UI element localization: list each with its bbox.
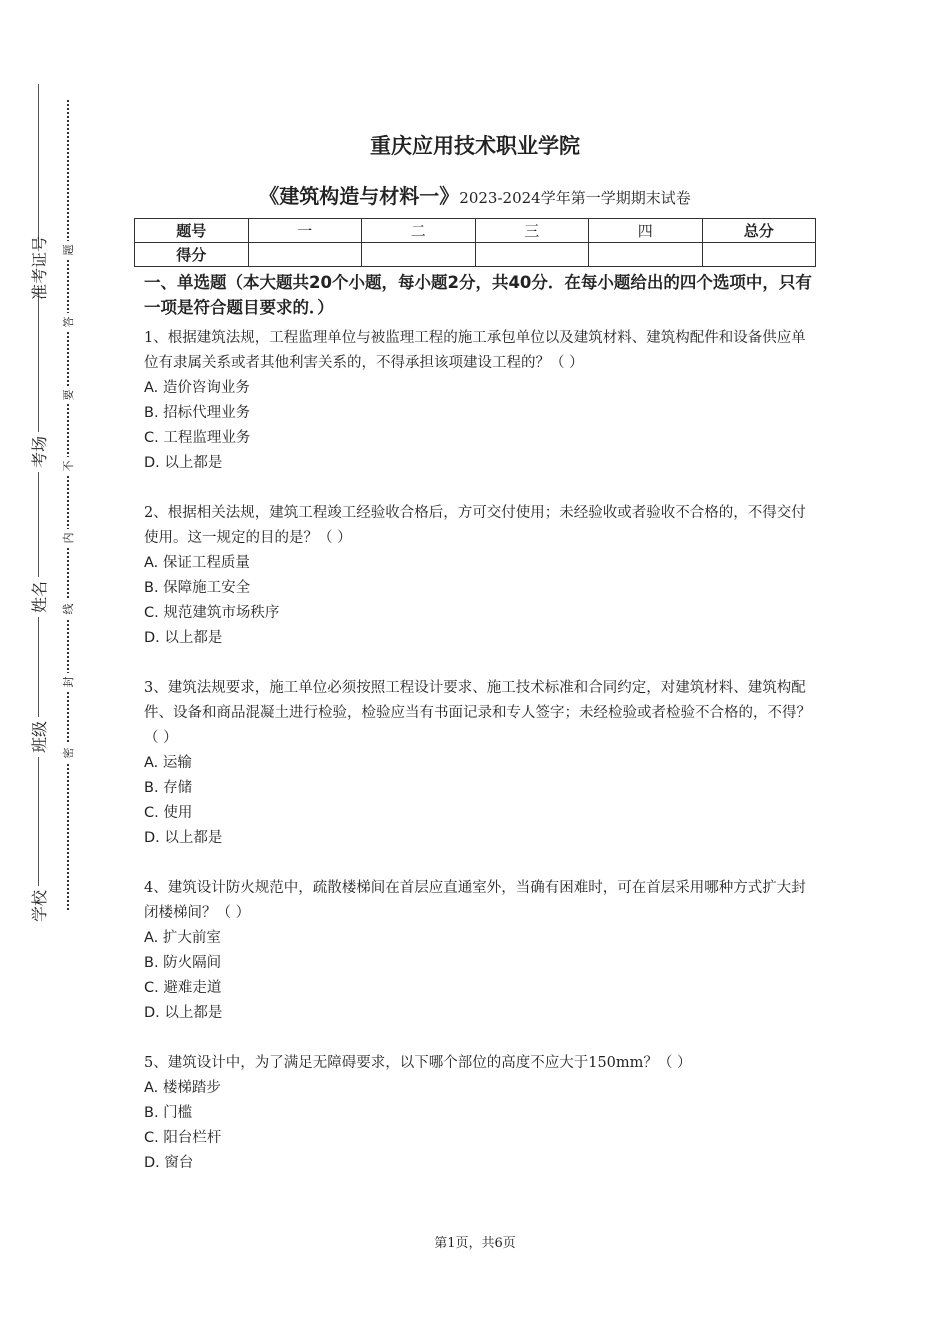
exam-term: 2023-2024学年第一学期期末试卷	[459, 189, 691, 207]
score-header-cell: 一	[248, 219, 362, 243]
score-header-cell: 二	[362, 219, 476, 243]
option-a: A. 运输	[144, 755, 192, 771]
exam-room-label: 考场	[18, 432, 58, 472]
score-cell	[589, 243, 703, 267]
question-stem: 1、根据建筑法规，工程监理单位与被监理工程的施工承包单位以及建筑材料、建筑构配件和设备供应单位有隶属关系或者其他利害关系的，不得承担该项建设工程的？（ ）	[144, 330, 806, 371]
seal-char: 封	[59, 673, 77, 691]
option-d: D. 窗台	[144, 1155, 194, 1171]
option-a: A. 造价咨询业务	[144, 380, 250, 396]
page-number: 第1页，共6页	[434, 1236, 516, 1251]
option-b: B. 防火隔间	[144, 955, 222, 971]
exam-content	[144, 270, 812, 1201]
question-stem: 2、根据相关法规，建筑工程竣工经验收合格后，方可交付使用；未经验收或者验收不合格的，不得交付使用。这一规定的目的是？（ ）	[144, 505, 806, 546]
score-header-cell: 四	[589, 219, 703, 243]
score-header-cell: 题号	[135, 219, 249, 243]
option-c: C. 规范建筑市场秩序	[144, 605, 280, 621]
option-b: B. 存储	[144, 780, 193, 796]
seal-char: 线	[59, 600, 77, 618]
course-name: 《建筑构造与材料一》	[259, 184, 460, 208]
option-c: C. 阳台栏杆	[144, 1130, 222, 1146]
school-title: 重庆应用技术职业学院	[370, 134, 580, 158]
score-header-cell: 三	[475, 219, 589, 243]
option-d: D. 以上都是	[144, 830, 223, 846]
seal-char: 题	[59, 241, 77, 259]
score-table-score-row	[135, 243, 816, 267]
seal-dotted-line	[67, 100, 69, 910]
score-table	[134, 218, 816, 267]
option-c: C. 避难走道	[144, 980, 222, 996]
option-a: A. 保证工程质量	[144, 555, 250, 571]
option-d: D. 以上都是	[144, 455, 223, 471]
option-d: D. 以上都是	[144, 1005, 223, 1021]
seal-char: 内	[59, 529, 77, 547]
question-stem: 4、建筑设计防火规范中，疏散楼梯间在首层应直通室外，当确有困难时，可在首层采用哪种方式扩大封闭楼梯间？（ ）	[144, 880, 806, 921]
question-stem: 3、建筑法规要求，施工单位必须按照工程设计要求、施工技术标准和合同约定，对建筑材料、建筑构配件、设备和商品混凝土进行检验，检验应当有书面记录和专人签字；未经检验或者检验不合格的，不得？（ ）	[144, 680, 811, 746]
score-table-header-row	[135, 219, 816, 243]
option-c: C. 工程监理业务	[144, 430, 251, 446]
score-row-label: 得分	[135, 243, 249, 267]
seal-char: 要	[59, 386, 77, 404]
exam-subtitle	[0, 180, 950, 209]
option-b: B. 门槛	[144, 1105, 193, 1121]
score-cell	[248, 243, 362, 267]
score-cell	[702, 243, 816, 267]
option-b: B. 保障施工安全	[144, 580, 251, 596]
question-item	[144, 676, 812, 851]
seal-char: 答	[59, 313, 77, 331]
score-cell	[475, 243, 589, 267]
seal-char: 不	[59, 457, 77, 475]
question-stem: 5、建筑设计中，为了满足无障碍要求，以下哪个部位的高度不应大于150mm？（ ）	[144, 1055, 692, 1071]
question-item	[144, 326, 812, 476]
option-c: C. 使用	[144, 805, 193, 821]
option-a: A. 楼梯踏步	[144, 1080, 221, 1096]
option-a: A. 扩大前室	[144, 930, 221, 946]
score-header-cell: 总分	[702, 219, 816, 243]
question-item	[144, 1051, 812, 1176]
name-label: 姓名	[18, 577, 58, 617]
question-item	[144, 876, 812, 1026]
option-b: B. 招标代理业务	[144, 405, 251, 421]
binding-solid-line	[38, 84, 39, 924]
question-item	[144, 501, 812, 651]
seal-char: 密	[59, 744, 77, 762]
option-d: D. 以上都是	[144, 630, 223, 646]
exam-id-label: 准考证号	[18, 248, 58, 288]
section-heading: 一、单选题（本大题共20个小题，每小题2分，共40分．在每小题给出的四个选项中，只有一项是符合题目要求的．）	[144, 273, 812, 317]
school-label: 学校	[18, 886, 58, 926]
score-cell	[362, 243, 476, 267]
class-label: 班级	[18, 717, 58, 757]
